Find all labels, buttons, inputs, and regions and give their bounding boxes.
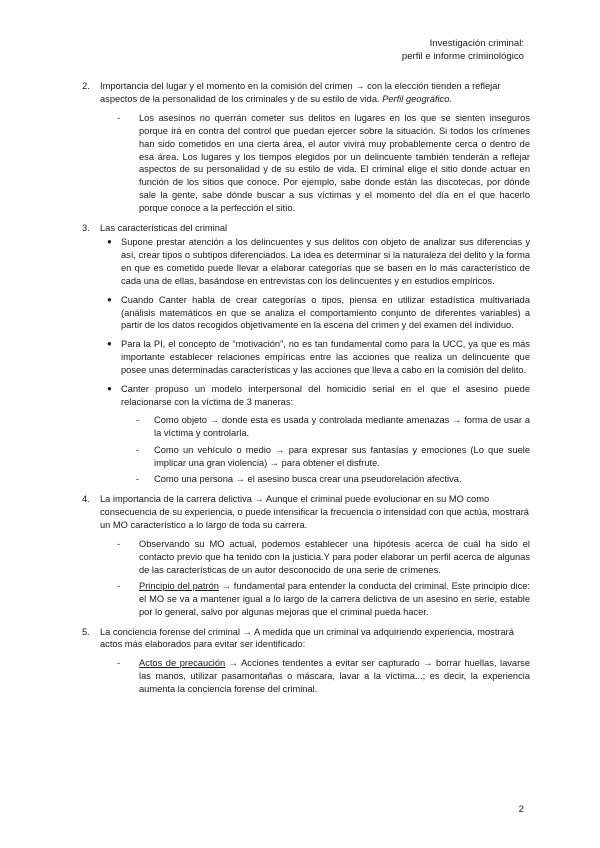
- dash-marker: -: [117, 658, 121, 669]
- section-5: [82, 626, 530, 697]
- section-number: 2.: [82, 81, 90, 91]
- section-heading: La importancia de la carrera delictiva → Aunque el criminal puede evolucionar en su MO como consecuencia de su experiencia, o puede intensificar la frecuencia o intensidad con que actúa, mostrará un MO característico a lo largo de toda su carrera.: [100, 494, 529, 531]
- bullet-list: [100, 236, 530, 486]
- list-item-text: Para la PI, el concepto de “motivación”, no es tan fundamental como para la UCC, ya que es más importante establecer relaciones empíricas entre las acciones que realiza un delincuente que posee unas determinadas características y las acciones que lleva a cabo en la comisión del delito.: [121, 339, 530, 376]
- dash-list: [100, 112, 530, 215]
- dash-marker: -: [136, 414, 140, 425]
- precaution-text: → Acciones tendentes a evitar ser capturado → borrar huellas, lavarse las manos, utilizar pasamontañas o máscara, lavar a la víctima...; es decir, la experiencia aumenta la conciencia forense del criminal.: [139, 658, 530, 695]
- list-item-text: Los asesinos no querrán cometer sus delitos en lugares en los que se sienten inseguros porque irá en contra del control que puedan ejercer sobre la situación. Si todos los crímenes han sido cometidos en una cierta área, el autor vivirá muy probablemente cerca o dentro de esa área. Los lugares y los tiempos elegidos por un delincuente también tenderán a reflejar aspectos de su personalidad y de su estilo de vida. El criminal elige el sitio donde actuar en función de los sitios que conoce. Por ejemplo, sabe donde están las discotecas, por dónde sale la gente, sabe dónde buscar a sus víctimas y el momento del día en el que hacerlo porque conoce a la perfección el sitio.: [139, 112, 530, 214]
- bullet-marker: ●: [107, 294, 112, 304]
- principle-label: Principio del patrón: [139, 580, 219, 591]
- list-item: [117, 657, 530, 696]
- section-4: [82, 493, 530, 618]
- list-item: [117, 580, 530, 619]
- section-heading: La conciencia forense del criminal → A medida que un criminal va adquiriendo experiencia, mostrará actos más elaborados para evitar ser identificado:: [100, 626, 514, 650]
- list-item: [107, 294, 530, 333]
- principle-text: → fundamental para entender la conducta del criminal. Este principio dice: el MO se va a mantener igual a lo largo de la carrera delictiva de un asesino en serie, estable por lo general, salvo por algunas mejoras que el criminal pueda hacer.: [139, 580, 530, 617]
- dash-marker: -: [117, 539, 121, 550]
- section-heading: [100, 80, 530, 106]
- document-body: [82, 80, 530, 703]
- dash-marker: -: [117, 112, 121, 123]
- page-number: 2: [518, 804, 524, 815]
- section-2: [82, 80, 530, 215]
- section-heading: Las características del criminal: [100, 223, 228, 234]
- dash-marker: -: [117, 580, 121, 591]
- header-line-2: perfil e informe criminológico: [401, 51, 524, 62]
- header-line-1: Investigación criminal:: [429, 38, 524, 49]
- bullet-marker: ●: [107, 236, 112, 246]
- page-header: [402, 37, 524, 63]
- list-item: [107, 236, 530, 288]
- section-number: 5.: [82, 626, 90, 637]
- sub-list-item-text: Como objeto → donde esta es usada y controlada mediante amenazas → forma de usar a la víctima y controlarla.: [154, 414, 530, 438]
- list-item: [107, 383, 530, 486]
- list-item-text: Canter propuso un modelo interpersonal del homicidio serial en el que el asesino puede relacionarse con la víctima de 3 maneras:: [121, 384, 530, 407]
- list-item: [117, 538, 530, 577]
- dash-list: [100, 657, 530, 696]
- dash-marker: -: [136, 474, 140, 485]
- list-item: [107, 338, 530, 377]
- bullet-marker: ●: [107, 384, 112, 394]
- list-item: [117, 112, 530, 215]
- dash-list: [100, 538, 530, 618]
- list-item-text: Cuando Canter habla de crear categorías o tipos, piensa en utilizar estadística multivariada (análisis matemáticos en que se analiza el comportamiento conjunto de diferentes variables) a partir de los datos recogidos objetivamente en la escena del crimen y del examen del individuo.: [121, 294, 530, 331]
- bullet-marker: ●: [107, 339, 112, 349]
- section-heading-emphasis: Perfil geográfico.: [382, 93, 452, 104]
- sub-list-item: [136, 414, 530, 440]
- list-item-text: Observando su MO actual, podemos establecer una hipótesis acerca de cuál ha sido el contacto previo que ha tenido con la justicia.Y para poder elaborar un perfil acerca de algunas de las características de un autor desconocido de una serie de crímenes.: [139, 539, 530, 575]
- section-3: [82, 222, 530, 486]
- sub-list-item-text: Como una persona → el asesino busca crear una pseudorelación afectiva.: [154, 474, 462, 485]
- list-item-text: Supone prestar atención a los delincuentes y sus delitos con objeto de analizar sus diferencias y así, crear tipos o subtipos diferenciados. La idea es determinar si la naturaleza del delito y la forma en que es cometido puede llevar a elaborar categorías que se basen en lo más característico de cada una de ellas, basándose en entrevistas con los delincuentes y en estudios empíricos.: [121, 236, 530, 286]
- sub-list-item: [136, 473, 530, 486]
- section-number: 4.: [82, 494, 90, 505]
- precaution-label: Actos de precaución: [139, 658, 226, 669]
- section-number: 3.: [82, 223, 90, 234]
- sub-list-item-text: Como un vehículo o medio → para expresar sus fantasías y emociones (Lo que suele implicar una gran violencia) → para obtener el disfrute.: [154, 444, 530, 468]
- dash-marker: -: [136, 444, 140, 455]
- sub-dash-list: [121, 414, 530, 487]
- sub-list-item: [136, 444, 530, 470]
- section-heading-text: Importancia del lugar y el momento en la comisión del crimen → con la elección tienden a reflejar aspectos de la personalidad de los criminales y de su estilo de vida.: [100, 81, 501, 104]
